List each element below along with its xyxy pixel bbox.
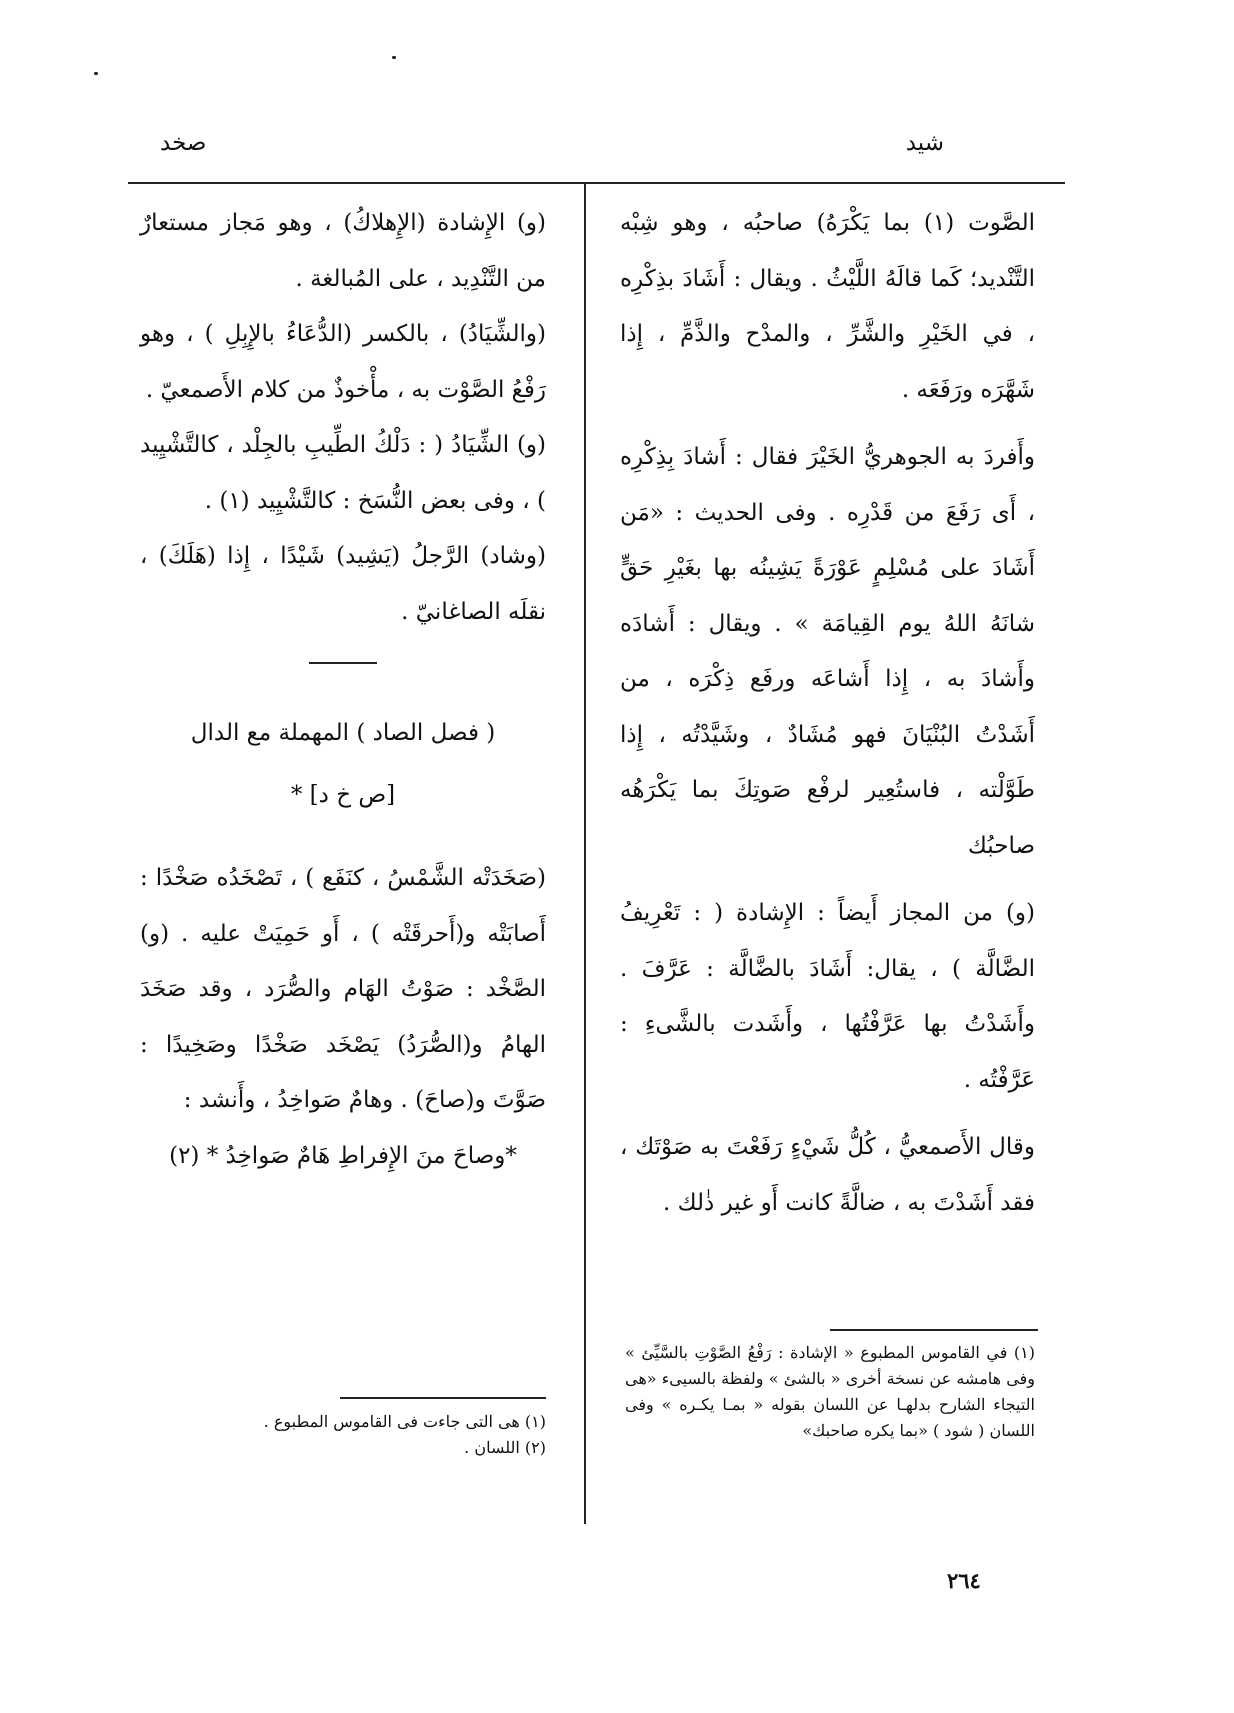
paragraph: (والشِّيَادُ) ، بالكسر (الدُّعَاءُ بالإِبِلِ ) ، وهو رَفْعُ الصَّوْت به ، مأْخوذٌ من كلام الأَصمعيّ . <box>140 321 546 403</box>
scan-speck <box>392 56 396 59</box>
running-head-right: شيد <box>905 130 944 156</box>
paragraph: الصَّوت (١) بما يَكْرَهُ) صاحبُه ، وهو شِبْه التَّنْديد؛ كَما قالَهُ اللَّيْثُ . ويقال : أَشَادَ بذِكْرِه ، في الخَيْرِ والشَّرِّ ، والمدْح والذَّمِّ ، إِذا شَهَّرَه ورَفَعَه . <box>620 210 1035 403</box>
running-head-left: صخد <box>160 130 207 156</box>
left-footnotes <box>150 1409 546 1461</box>
left-column <box>140 196 546 1184</box>
footnote: (١) في القاموس المطبوع « الإشادة : رَفْعُ الصَّوْتِ بالسَّيِّئ » وفى هامشه عن نسخة أخرى « بالشئ » ولفظة بالسيىء «هى التيجاء الشارح بدلهـا عن اللسان بقوله « بمـا يكـره » وفى اللسان ( شود ) «بما يكره صاحبك» <box>625 1343 1035 1440</box>
paragraph: (وشاد) الرَّجلُ (يَشِيد) شَيْدًا ، إِذا (هَلَكَ) ، نقلَه الصاغانيّ . <box>140 543 546 625</box>
page-number: ٢٦٤ <box>947 1568 981 1593</box>
root-heading: [ص خ د] * <box>290 781 396 808</box>
verse-line: *وصاحَ منَ الإِفراطِ هَامٌ صَواخِدُ * (٢) <box>169 1142 517 1169</box>
footnote: (٢) اللسان . <box>464 1438 546 1457</box>
paragraph: (و) الشِّيَادُ ( : دَلْكُ الطِّيبِ بالجِلْد ، كالتَّشْيِيد ) ، وفى بعض النُّسَخ : كالتَّشْيِيد (١) . <box>140 432 546 514</box>
paragraph: وأَفردَ به الجوهريُّ الخَيْرَ فقال : أَشادَ بِذِكْرِه ، أَى رَفَعَ من قَدْرِه . وفى الحديث : «مَن أَشَادَ على مُسْلِمٍ عَوْرَةً يَشِينُه بها بغَيْرِ حَقٍّ شانَهُ اللهُ يوم القِيامَة » . ويقال : أَشادَه وأَشادَ به ، إِذا أَشاعَه ورفَع ذِكْرَه ، من أَشَدْتُ البُنْيَانَ فهو مُشَادٌ ، وشَيَّدْتُه ، إِذا طَوَّلْته ، فاستُعِير لرفْع صَوتِكَ بما يَكْرَهُه صاحبُك <box>620 444 1035 859</box>
column-divider <box>584 184 586 1524</box>
right-column <box>620 196 1035 1231</box>
section-title: ( فصل الصاد ) المهملة مع الدال <box>190 720 496 746</box>
entry-text: (صَخَدَتْه الشَّمْسُ ، كنَفَع ) ، تَصْخَدُه صَخْدًا : أَصابَتْه و(أَحرقَتْه ) ، أَو حَمِيَتْ عليه . (و) الصَّخْد : صَوْتُ الهَام والصُّرَد ، وقد صَخَدَ الهامُ و(الصُّرَدُ) يَصْخَد صَخْدًا وصَخِيدًا : صَوَّتَ و(صاحَ) . وهامٌ صَواخِدُ ، وأَنشد : <box>140 865 546 1113</box>
footnote-rule-left <box>340 1397 546 1399</box>
footnote-rule-right <box>830 1329 1038 1331</box>
section-separator <box>309 662 377 664</box>
paragraph: وقال الأَصمعيُّ ، كُلُّ شَيْءٍ رَفَعْتَ به صَوْتَك ، فقد أَشَدْتَ به ، ضالَّةً كانت أَو غير ذٰلك . <box>620 1134 1035 1216</box>
scan-speck <box>94 72 98 75</box>
right-footnote <box>625 1340 1035 1444</box>
header-rule <box>128 182 1065 184</box>
footnote: (١) هى التى جاءت فى القاموس المطبوع . <box>263 1412 546 1431</box>
paragraph: (و) الإِشادة (الإِهلاكُ) ، وهو مَجاز مستعارٌ من التَّنْدِيد ، على المُبالغة . <box>140 210 546 292</box>
paragraph: (و) من المجاز أَيضاً : الإِشادة ( : تَعْرِيفُ الضَّالَّة ) ، يقال: أَشَادَ بالضَّالَّة : عَرَّفَ . وأَشَدْتُ بها عَرَّفْتُها ، وأَشَدت بالشَّىءِ : عَرَّفْتُه . <box>620 900 1035 1093</box>
